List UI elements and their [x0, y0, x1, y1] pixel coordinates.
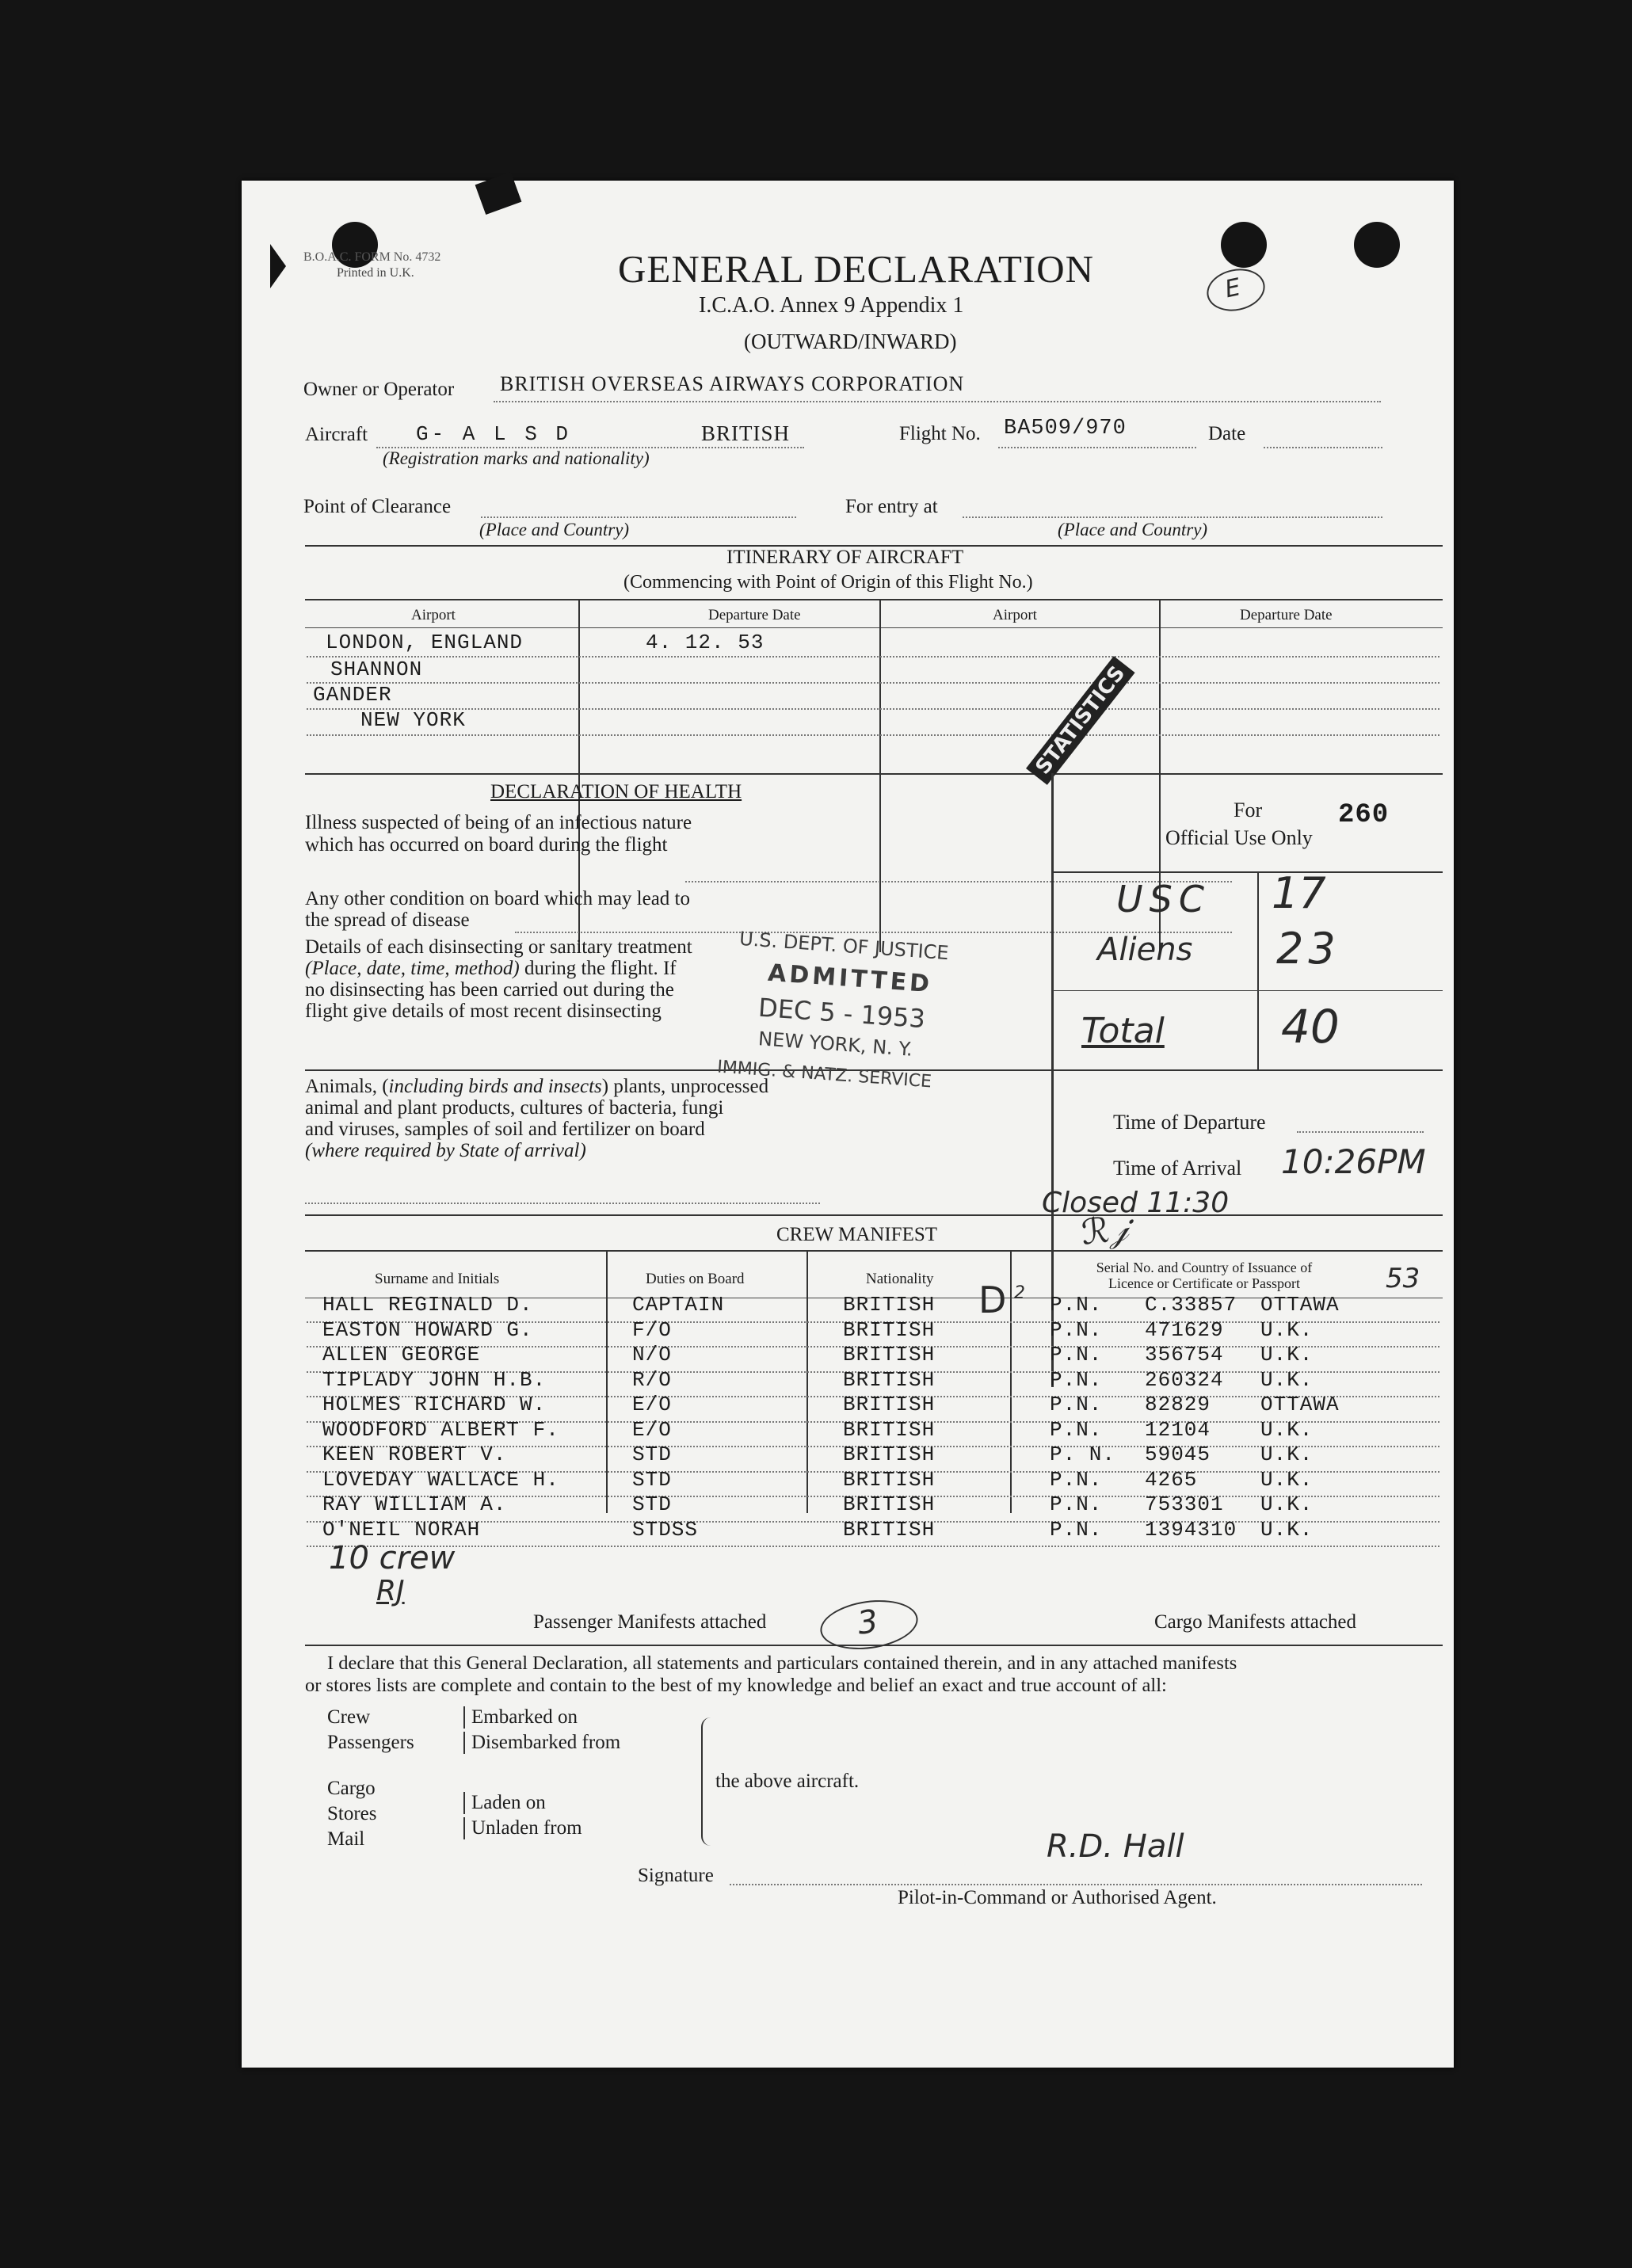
- rule: [305, 1250, 1443, 1252]
- decl-unladen: Unladen from: [463, 1817, 582, 1839]
- crew-nationality: BRITISH: [843, 1517, 936, 1542]
- itinerary-airport: GANDER: [313, 683, 392, 707]
- rule: [305, 1214, 1443, 1216]
- pilot-label: Pilot-in-Command or Authorised Agent.: [898, 1887, 1217, 1908]
- crew-serial: 4265: [1145, 1467, 1198, 1492]
- circle-mark: E: [1203, 264, 1268, 316]
- dotted-line: [1297, 1131, 1424, 1133]
- crew-name: EASTON HOWARD G.: [322, 1317, 533, 1342]
- direction-label: (OUTWARD/INWARD): [744, 330, 957, 353]
- crew-duty: STD: [632, 1443, 672, 1466]
- crew-country: U.K.: [1260, 1417, 1314, 1442]
- decl-passengers: Passengers: [327, 1732, 414, 1753]
- date-label: Date: [1208, 423, 1246, 444]
- page-title: GENERAL DECLARATION: [618, 247, 1095, 291]
- admitted-stamp-line: ADMITTED: [767, 959, 934, 999]
- health-animals: animal and plant products, cultures of bacteria, fungi: [305, 1097, 724, 1119]
- aircraft-nationality: BRITISH: [701, 421, 791, 445]
- dotted-line: [305, 1203, 820, 1204]
- health-other: the spread of disease: [305, 909, 470, 931]
- crew-serial: 753301: [1145, 1492, 1224, 1516]
- column-divider: [606, 1250, 608, 1513]
- crew-pn: P.N.: [1050, 1393, 1103, 1416]
- page-subtitle: I.C.A.O. Annex 9 Appendix 1: [699, 293, 964, 318]
- owner-label: Owner or Operator: [303, 379, 455, 400]
- cargo-manifests-label: Cargo Manifests attached: [1154, 1611, 1357, 1633]
- decl-laden: Laden on: [463, 1792, 546, 1814]
- crew-nationality: BRITISH: [843, 1293, 936, 1317]
- crew-header-name: Surname and Initials: [375, 1271, 500, 1287]
- clearance-label: Point of Clearance: [303, 496, 452, 517]
- form-number: B.O.A.C. FORM No. 4732: [303, 250, 441, 264]
- crew-name: WOODFORD ALBERT F.: [322, 1417, 559, 1442]
- paper-edge-notch: [270, 244, 286, 288]
- crew-duty: STDSS: [632, 1517, 699, 1542]
- punch-hole: [1354, 222, 1400, 268]
- crew-title: CREW MANIFEST: [776, 1224, 938, 1245]
- crew-nationality: BRITISH: [843, 1343, 936, 1367]
- crew-name: HOLMES RICHARD W.: [322, 1393, 547, 1416]
- crew-mark-53: 53: [1386, 1263, 1420, 1294]
- rule: [305, 1645, 1443, 1646]
- usc-label: USC: [1116, 878, 1211, 921]
- owner-value: BRITISH OVERSEAS AIRWAYS CORPORATION: [500, 372, 965, 395]
- rule: [1053, 990, 1443, 991]
- declaration-brace: [701, 1717, 714, 1846]
- rule: [1053, 871, 1443, 873]
- health-illness: Illness suspected of being of an infectious nature: [305, 812, 692, 833]
- crew-duty: R/O: [632, 1367, 672, 1392]
- crew-mark-d: D: [978, 1279, 1007, 1321]
- row-line: [307, 1546, 1439, 1547]
- decl-above-aircraft: the above aircraft.: [715, 1771, 860, 1792]
- rule: [305, 773, 1443, 775]
- crew-pn: P.N.: [1050, 1517, 1103, 1542]
- admitted-stamp-line: IMMIG. & NATZ. SERVICE: [716, 1057, 932, 1092]
- crew-country: U.K.: [1260, 1343, 1314, 1367]
- crew-name: ALLEN GEORGE: [322, 1343, 481, 1367]
- decl-disembarked: Disembarked from: [463, 1732, 620, 1754]
- declaration-paper: [242, 181, 1454, 2068]
- declaration-text: or stores lists are complete and contain to the best of my knowledge and belief an exact and true account of all:: [305, 1675, 1167, 1696]
- entry-line: [963, 516, 1382, 518]
- aliens-label: Aliens: [1097, 932, 1193, 968]
- crew-pn: P.N.: [1050, 1343, 1103, 1367]
- crew-pn: P. N.: [1050, 1443, 1116, 1466]
- handwritten-initials: ℛ𝒿: [1079, 1208, 1131, 1253]
- clearance-line: [481, 516, 796, 518]
- aircraft-label: Aircraft: [305, 424, 368, 445]
- crew-country: OTTAWA: [1260, 1293, 1340, 1317]
- health-disinsect: (Place, date, time, method) during the flight. If: [305, 958, 677, 979]
- crew-pn: P.N.: [1050, 1417, 1103, 1442]
- date-line: [1264, 447, 1382, 448]
- official-number: 260: [1338, 800, 1390, 830]
- health-illness: which has occurred on board during the flight: [305, 834, 668, 856]
- column-divider: [879, 599, 881, 952]
- crew-serial: 59045: [1145, 1443, 1211, 1466]
- crew-header-nationality: Nationality: [866, 1271, 934, 1287]
- crew-duty: STD: [632, 1492, 672, 1516]
- itinerary-header-airport: Airport: [411, 607, 456, 623]
- crew-name: RAY WILLIAM A.: [322, 1492, 507, 1516]
- crew-total-note: 10 crew: [329, 1540, 456, 1576]
- crew-country: U.K.: [1260, 1492, 1314, 1516]
- crew-serial: 1394310: [1145, 1517, 1237, 1542]
- row-line: [307, 734, 1439, 736]
- row-line: [307, 656, 1439, 658]
- flight-label: Flight No.: [899, 423, 981, 444]
- itinerary-departure-date: 4. 12. 53: [646, 631, 765, 654]
- health-disinsect: flight give details of most recent disinsecting: [305, 1001, 662, 1022]
- crew-name: LOVEDAY WALLACE H.: [322, 1467, 559, 1492]
- declaration-text: I declare that this General Declaration, all statements and particulars contained therein, and in any attached manifests: [327, 1652, 1237, 1674]
- official-use: Official Use Only: [1165, 826, 1313, 849]
- crew-country: U.K.: [1260, 1317, 1314, 1342]
- decl-crew: Crew: [327, 1706, 371, 1728]
- admitted-stamp-line: U.S. DEPT. OF JUSTICE: [738, 927, 950, 965]
- decl-embarked: Embarked on: [463, 1706, 578, 1729]
- admitted-stamp-line: NEW YORK, N. Y.: [757, 1027, 913, 1061]
- owner-line: [494, 401, 1381, 402]
- crew-nationality: BRITISH: [843, 1317, 936, 1342]
- crew-header-duty: Duties on Board: [646, 1271, 745, 1287]
- crew-pn: P.N.: [1050, 1367, 1103, 1392]
- flight-number: BA509/970: [1004, 417, 1127, 440]
- punch-hole: [1221, 222, 1267, 268]
- signature-value: R.D. Hall: [1047, 1828, 1184, 1865]
- crew-serial: 12104: [1145, 1417, 1211, 1442]
- crew-nationality: BRITISH: [843, 1443, 936, 1466]
- official-for: For: [1234, 799, 1263, 821]
- crew-duty: E/O: [632, 1417, 672, 1442]
- crew-pn: P.N.: [1050, 1492, 1103, 1516]
- crew-serial: 356754: [1145, 1343, 1224, 1367]
- rule: [305, 627, 1443, 628]
- crew-duty: F/O: [632, 1317, 672, 1342]
- crew-nationality: BRITISH: [843, 1492, 936, 1516]
- signature-label: Signature: [638, 1865, 714, 1886]
- crew-mark-2: 2: [1014, 1283, 1025, 1303]
- health-disinsect: no disinsecting has been carried out during the: [305, 979, 674, 1001]
- crew-name: KEEN ROBERT V.: [322, 1443, 507, 1466]
- itinerary-airport: LONDON, ENGLAND: [326, 631, 524, 654]
- departure-time-label: Time of Departure: [1113, 1111, 1266, 1134]
- crew-nationality: BRITISH: [843, 1467, 936, 1492]
- crew-pn: P.N.: [1050, 1467, 1103, 1492]
- printed-in: Printed in U.K.: [337, 266, 414, 280]
- passenger-count: 3: [855, 1603, 881, 1642]
- count-divider: [1257, 871, 1259, 1069]
- row-line: [307, 708, 1439, 710]
- closed-note: Closed 11:30: [1042, 1187, 1230, 1219]
- crew-country: U.K.: [1260, 1517, 1314, 1542]
- arrival-time-value: 10:26PM: [1281, 1142, 1426, 1181]
- itinerary-airport: NEW YORK: [360, 708, 466, 732]
- column-divider: [1010, 1250, 1012, 1513]
- passenger-manifests-label: Passenger Manifests attached: [533, 1611, 767, 1633]
- health-title: DECLARATION OF HEALTH: [490, 781, 742, 802]
- crew-serial: 82829: [1145, 1393, 1211, 1416]
- crew-header-serial: Serial No. and Country of Issuance of Licence or Certificate or Passport: [1096, 1260, 1313, 1291]
- decl-mail: Mail: [327, 1828, 365, 1850]
- crew-country: U.K.: [1260, 1367, 1314, 1392]
- registration-note: (Registration marks and nationality): [383, 448, 650, 468]
- rule: [305, 599, 1443, 600]
- crew-pn: P.N.: [1050, 1293, 1103, 1317]
- aliens-count: 23: [1276, 924, 1340, 974]
- health-animals: and viruses, samples of soil and fertilizer on board: [305, 1119, 705, 1140]
- crew-name: O'NEIL NORAH: [322, 1517, 481, 1542]
- crew-country: U.K.: [1260, 1443, 1314, 1466]
- crew-nationality: BRITISH: [843, 1367, 936, 1392]
- health-animals: Animals, (including birds and insects) plants, unprocessed: [305, 1076, 769, 1097]
- crew-duty: STD: [632, 1467, 672, 1492]
- crew-nationality: BRITISH: [843, 1417, 936, 1442]
- usc-count: 17: [1272, 868, 1326, 918]
- health-animals: (where required by State of arrival): [305, 1140, 586, 1161]
- itinerary-airport: SHANNON: [330, 658, 423, 681]
- decl-stores: Stores: [327, 1803, 377, 1824]
- crew-country: U.K.: [1260, 1467, 1314, 1492]
- arrival-time-label: Time of Arrival: [1113, 1157, 1242, 1180]
- signature-line: [730, 1884, 1422, 1885]
- crew-initials: RJ: [376, 1575, 405, 1607]
- statistics-stamp: STATISTICS: [1026, 656, 1135, 785]
- row-line: [307, 682, 1439, 684]
- itinerary-header-departure: Departure Date: [708, 607, 801, 623]
- paper-tear: [475, 172, 522, 215]
- crew-serial: 260324: [1145, 1367, 1224, 1392]
- decl-cargo: Cargo: [327, 1778, 376, 1799]
- total-count: 40: [1281, 1000, 1340, 1054]
- admitted-stamp-line: DEC 5 - 1953: [757, 992, 927, 1035]
- entry-label: For entry at: [845, 496, 938, 517]
- crew-pn: P.N.: [1050, 1317, 1103, 1342]
- health-disinsect: Details of each disinsecting or sanitary treatment: [305, 936, 692, 958]
- place-country-note: (Place and Country): [1058, 520, 1208, 539]
- crew-country: OTTAWA: [1260, 1393, 1340, 1416]
- place-country-note: (Place and Country): [479, 520, 630, 539]
- column-divider: [806, 1250, 808, 1513]
- itinerary-subtitle: (Commencing with Point of Origin of this Flight No.): [623, 572, 1033, 593]
- flight-line: [998, 447, 1196, 448]
- crew-name: TIPLADY JOHN H.B.: [322, 1367, 547, 1392]
- total-label: Total: [1081, 1011, 1165, 1051]
- crew-duty: E/O: [632, 1393, 672, 1416]
- aircraft-registration: G- A L S D: [416, 422, 572, 446]
- crew-duty: CAPTAIN: [632, 1293, 725, 1317]
- crew-serial: 471629: [1145, 1317, 1224, 1342]
- itinerary-header-departure: Departure Date: [1240, 607, 1333, 623]
- crew-serial: C.33857: [1145, 1293, 1237, 1317]
- crew-name: HALL REGINALD D.: [322, 1293, 533, 1317]
- crew-duty: N/O: [632, 1343, 672, 1367]
- itinerary-header-airport: Airport: [993, 607, 1037, 623]
- itinerary-title: ITINERARY OF AIRCRAFT: [726, 547, 964, 568]
- crew-nationality: BRITISH: [843, 1393, 936, 1416]
- health-other: Any other condition on board which may lead to: [305, 888, 690, 909]
